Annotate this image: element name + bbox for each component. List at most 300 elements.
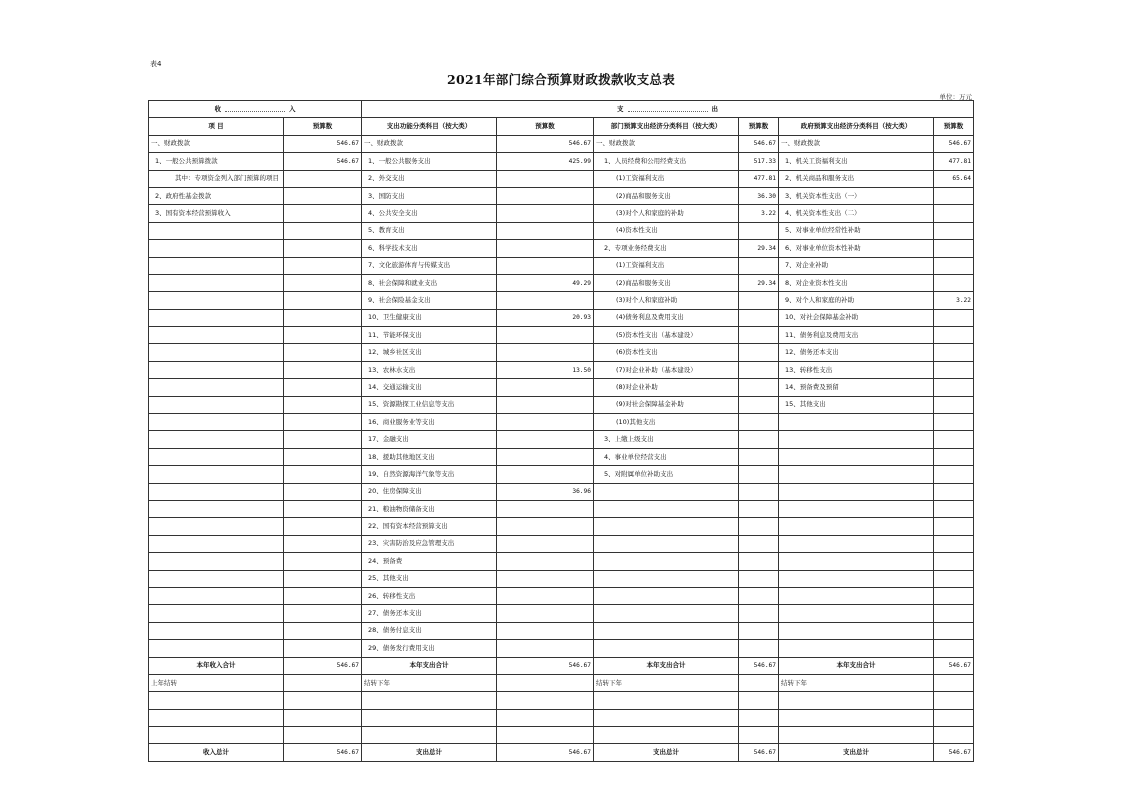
table-row: [149, 257, 974, 274]
item-cell: 1、机关工资福利支出: [779, 153, 934, 170]
amount-cell: [934, 414, 974, 431]
item-cell: 21、粮油物资储备支出: [362, 500, 497, 517]
column-header-row: [149, 118, 974, 135]
table-row: [149, 500, 974, 517]
item-cell: 上年结转: [149, 674, 284, 691]
item-cell: 5、对附属单位补助支出: [594, 466, 739, 483]
amount-cell: [497, 622, 594, 639]
amount-cell: [934, 257, 974, 274]
col-header-dept-econ: 部门预算支出经济分类科目（按大类）: [594, 118, 739, 135]
item-cell: (1)工资福利支出: [594, 170, 739, 187]
amount-cell: [284, 396, 362, 413]
amount-cell: [497, 292, 594, 309]
amount-cell: [497, 222, 594, 239]
amount-cell: [497, 344, 594, 361]
item-cell: 3、机关资本性支出（一）: [779, 187, 934, 204]
table-row: [149, 153, 974, 170]
amount-cell: [284, 309, 362, 326]
item-cell: 1、人员经费和公用经费支出: [594, 153, 739, 170]
amount-cell: [739, 535, 779, 552]
amount-cell: [284, 257, 362, 274]
item-cell: (4)债务利息及费用支出: [594, 309, 739, 326]
empty-cell: [149, 709, 284, 726]
table-row: [149, 205, 974, 222]
item-cell: 一、财政拨款: [594, 135, 739, 152]
amount-cell: [284, 431, 362, 448]
amount-cell: [284, 327, 362, 344]
item-cell: [779, 535, 934, 552]
item-cell: [149, 257, 284, 274]
item-cell: [594, 622, 739, 639]
item-cell: (3)对个人和家庭的补助: [594, 205, 739, 222]
amount-cell: 49.29: [497, 274, 594, 291]
item-cell: [779, 605, 934, 622]
item-cell: 11、债务利息及费用支出: [779, 327, 934, 344]
item-cell: 结转下年: [362, 674, 497, 691]
col-header-amount: 预算数: [497, 118, 594, 135]
item-cell: 12、城乡社区支出: [362, 344, 497, 361]
amount-cell: 546.67: [934, 744, 974, 761]
amount-cell: [739, 309, 779, 326]
item-cell: 4、事业单位经营支出: [594, 448, 739, 465]
amount-cell: 546.67: [284, 744, 362, 761]
item-cell: 20、住房保障支出: [362, 483, 497, 500]
item-cell: [149, 640, 284, 657]
item-cell: [149, 379, 284, 396]
amount-cell: [284, 466, 362, 483]
item-cell: 4、公共安全支出: [362, 205, 497, 222]
item-cell: 10、对社会保障基金补助: [779, 309, 934, 326]
item-cell: [779, 553, 934, 570]
amount-cell: [739, 327, 779, 344]
amount-cell: [497, 500, 594, 517]
amount-cell: [497, 553, 594, 570]
item-cell: 12、债务还本支出: [779, 344, 934, 361]
amount-cell: [497, 396, 594, 413]
amount-cell: [739, 466, 779, 483]
item-cell: [779, 622, 934, 639]
amount-cell: 477.81: [739, 170, 779, 187]
amount-cell: 517.33: [739, 153, 779, 170]
amount-cell: [739, 483, 779, 500]
item-cell: [149, 518, 284, 535]
table-row: [149, 622, 974, 639]
amount-cell: [934, 205, 974, 222]
item-cell: [149, 587, 284, 604]
col-header-item: 项 目: [149, 118, 284, 135]
empty-cell: [594, 692, 739, 709]
amount-cell: 13.50: [497, 361, 594, 378]
item-cell: [779, 640, 934, 657]
grand-total-row: [149, 744, 974, 761]
amount-cell: [497, 205, 594, 222]
amount-cell: [284, 640, 362, 657]
item-cell: 7、文化旅游体育与传媒支出: [362, 257, 497, 274]
amount-cell: [497, 570, 594, 587]
item-cell: 6、对事业单位资本性补助: [779, 240, 934, 257]
amount-cell: [497, 257, 594, 274]
item-cell: 一、财政拨款: [149, 135, 284, 152]
empty-cell: [739, 727, 779, 744]
item-cell: 2、外交支出: [362, 170, 497, 187]
table-row: [149, 483, 974, 500]
empty-cell: [934, 709, 974, 726]
table-row: [149, 379, 974, 396]
item-cell: [779, 431, 934, 448]
item-cell: 结转下年: [594, 674, 739, 691]
empty-cell: [284, 709, 362, 726]
item-cell: 1、一般公共预算拨款: [149, 153, 284, 170]
item-cell: (2)商品和服务支出: [594, 274, 739, 291]
item-cell: (7)对企业补助（基本建设）: [594, 361, 739, 378]
item-cell: 本年支出合计: [362, 657, 497, 674]
item-cell: 本年支出合计: [594, 657, 739, 674]
amount-cell: [284, 622, 362, 639]
amount-cell: [497, 518, 594, 535]
item-cell: [594, 483, 739, 500]
item-cell: 本年收入合计: [149, 657, 284, 674]
amount-cell: [284, 500, 362, 517]
amount-cell: [284, 274, 362, 291]
item-cell: [149, 414, 284, 431]
table-row: [149, 135, 974, 152]
income-section-header: 收 入: [149, 101, 362, 118]
amount-cell: [739, 448, 779, 465]
item-cell: 11、节能环保支出: [362, 327, 497, 344]
item-cell: [149, 553, 284, 570]
empty-cell: [497, 692, 594, 709]
item-cell: 2、机关商品和服务支出: [779, 170, 934, 187]
amount-cell: 546.67: [739, 135, 779, 152]
amount-cell: [284, 361, 362, 378]
amount-cell: [284, 344, 362, 361]
amount-cell: [739, 431, 779, 448]
empty-cell: [779, 692, 934, 709]
amount-cell: [284, 553, 362, 570]
amount-cell: [497, 431, 594, 448]
table-row: [149, 240, 974, 257]
table-row: [149, 431, 974, 448]
amount-cell: 36.96: [497, 483, 594, 500]
amount-cell: [284, 292, 362, 309]
table-row: [149, 640, 974, 657]
amount-cell: [497, 240, 594, 257]
empty-cell: [149, 692, 284, 709]
amount-cell: [497, 327, 594, 344]
amount-cell: [934, 674, 974, 691]
table-row: [149, 605, 974, 622]
item-cell: [779, 483, 934, 500]
item-cell: 结转下年: [779, 674, 934, 691]
empty-cell: [779, 709, 934, 726]
empty-cell: [362, 692, 497, 709]
item-cell: (8)对企业补助: [594, 379, 739, 396]
empty-cell: [284, 692, 362, 709]
amount-cell: 36.30: [739, 187, 779, 204]
item-cell: 17、金融支出: [362, 431, 497, 448]
amount-cell: [934, 622, 974, 639]
subtotal-row: [149, 657, 974, 674]
item-cell: [779, 500, 934, 517]
amount-cell: [739, 361, 779, 378]
page-title: 2021年部门综合预算财政拨款收支总表: [447, 72, 675, 87]
amount-cell: [284, 605, 362, 622]
item-cell: (3)对个人和家庭补助: [594, 292, 739, 309]
item-cell: 5、对事业单位经常性补助: [779, 222, 934, 239]
col-header-amount: 预算数: [739, 118, 779, 135]
item-cell: 2、专项业务经费支出: [594, 240, 739, 257]
item-cell: [779, 570, 934, 587]
item-cell: 29、债务发行费用支出: [362, 640, 497, 657]
amount-cell: [284, 240, 362, 257]
item-cell: (5)资本性支出（基本建设）: [594, 327, 739, 344]
item-cell: 2、政府性基金拨款: [149, 187, 284, 204]
amount-cell: 546.67: [497, 744, 594, 761]
amount-cell: 546.67: [934, 657, 974, 674]
amount-cell: [934, 535, 974, 552]
amount-cell: [497, 605, 594, 622]
amount-cell: [934, 587, 974, 604]
item-cell: 支出总计: [594, 744, 739, 761]
item-cell: [779, 448, 934, 465]
table-row: [149, 587, 974, 604]
item-cell: [149, 396, 284, 413]
blank-row: [149, 709, 974, 726]
amount-cell: [934, 553, 974, 570]
item-cell: [149, 274, 284, 291]
item-cell: [149, 431, 284, 448]
item-cell: 4、机关资本性支出（二）: [779, 205, 934, 222]
amount-cell: [739, 500, 779, 517]
item-cell: 14、交通运输支出: [362, 379, 497, 396]
item-cell: [149, 535, 284, 552]
item-cell: 7、对企业补助: [779, 257, 934, 274]
item-cell: 6、科学技术支出: [362, 240, 497, 257]
item-cell: [779, 466, 934, 483]
amount-cell: [497, 535, 594, 552]
amount-cell: [284, 187, 362, 204]
amount-cell: 546.67: [284, 135, 362, 152]
item-cell: [594, 518, 739, 535]
item-cell: 支出总计: [362, 744, 497, 761]
expense-section-header: 支 出: [362, 101, 974, 118]
item-cell: 26、转移性支出: [362, 587, 497, 604]
item-cell: [149, 327, 284, 344]
amount-cell: [934, 466, 974, 483]
item-cell: 其中：专项资金列入部门预算的项目: [149, 170, 284, 187]
amount-cell: [497, 587, 594, 604]
table-row: [149, 292, 974, 309]
item-cell: [594, 535, 739, 552]
amount-cell: [739, 414, 779, 431]
item-cell: 1、一般公共服务支出: [362, 153, 497, 170]
table-row: [149, 309, 974, 326]
amount-cell: [739, 622, 779, 639]
amount-cell: [497, 640, 594, 657]
amount-cell: [284, 379, 362, 396]
amount-cell: 546.67: [284, 153, 362, 170]
table-row: [149, 570, 974, 587]
empty-cell: [779, 727, 934, 744]
amount-cell: 29.34: [739, 240, 779, 257]
amount-cell: [739, 222, 779, 239]
item-cell: 24、预备费: [362, 553, 497, 570]
item-cell: 27、债务还本支出: [362, 605, 497, 622]
item-cell: 22、国有资本经营预算支出: [362, 518, 497, 535]
amount-cell: 477.81: [934, 153, 974, 170]
amount-cell: [284, 535, 362, 552]
empty-cell: [284, 727, 362, 744]
amount-cell: [934, 222, 974, 239]
item-cell: 3、上缴上级支出: [594, 431, 739, 448]
item-cell: 5、教育支出: [362, 222, 497, 239]
amount-cell: 546.67: [739, 744, 779, 761]
item-cell: [149, 500, 284, 517]
item-cell: [149, 466, 284, 483]
amount-cell: [739, 379, 779, 396]
carryover-row: [149, 674, 974, 691]
item-cell: (10)其他支出: [594, 414, 739, 431]
amount-cell: [497, 414, 594, 431]
item-cell: [594, 587, 739, 604]
amount-cell: [934, 570, 974, 587]
item-cell: 3、国防支出: [362, 187, 497, 204]
item-cell: 一、财政拨款: [362, 135, 497, 152]
empty-cell: [739, 709, 779, 726]
amount-cell: [284, 222, 362, 239]
item-cell: [149, 361, 284, 378]
amount-cell: [284, 674, 362, 691]
item-cell: 16、商业服务业等支出: [362, 414, 497, 431]
amount-cell: [934, 431, 974, 448]
amount-cell: [739, 518, 779, 535]
amount-cell: 546.67: [497, 135, 594, 152]
amount-cell: [934, 344, 974, 361]
amount-cell: [934, 448, 974, 465]
amount-cell: [739, 396, 779, 413]
amount-cell: [934, 396, 974, 413]
blank-row: [149, 692, 974, 709]
item-cell: 3、国有资本经营预算收入: [149, 205, 284, 222]
item-cell: 收入总计: [149, 744, 284, 761]
item-cell: [149, 309, 284, 326]
amount-cell: [934, 379, 974, 396]
amount-cell: [739, 344, 779, 361]
amount-cell: [739, 605, 779, 622]
empty-cell: [934, 692, 974, 709]
item-cell: [149, 483, 284, 500]
col-header-func: 支出功能分类科目（按大类）: [362, 118, 497, 135]
amount-cell: [284, 205, 362, 222]
amount-cell: 546.67: [934, 135, 974, 152]
item-cell: 一、财政拨款: [779, 135, 934, 152]
amount-cell: [934, 605, 974, 622]
item-cell: 9、社会保险基金支出: [362, 292, 497, 309]
item-cell: 25、其他支出: [362, 570, 497, 587]
table-row: [149, 187, 974, 204]
amount-cell: [497, 674, 594, 691]
amount-cell: [284, 448, 362, 465]
item-cell: 8、社会保障和就业支出: [362, 274, 497, 291]
table-body: [149, 135, 974, 761]
blank-row: [149, 727, 974, 744]
table-row: [149, 414, 974, 431]
item-cell: [149, 344, 284, 361]
amount-cell: 546.67: [497, 657, 594, 674]
amount-cell: 3.22: [934, 292, 974, 309]
amount-cell: [497, 187, 594, 204]
table-row: [149, 361, 974, 378]
table-row: [149, 344, 974, 361]
item-cell: 9、对个人和家庭的补助: [779, 292, 934, 309]
amount-cell: [934, 309, 974, 326]
amount-cell: [739, 553, 779, 570]
item-cell: [149, 448, 284, 465]
amount-cell: [934, 518, 974, 535]
amount-cell: [497, 170, 594, 187]
table-row: [149, 170, 974, 187]
table-row: [149, 518, 974, 535]
item-cell: 23、灾害防治及应急管理支出: [362, 535, 497, 552]
item-cell: 14、预备费及预留: [779, 379, 934, 396]
item-cell: [779, 518, 934, 535]
item-cell: 15、资源勘探工业信息等支出: [362, 396, 497, 413]
item-cell: (4)资本性支出: [594, 222, 739, 239]
item-cell: [149, 222, 284, 239]
item-cell: (1)工资福利支出: [594, 257, 739, 274]
amount-cell: [739, 292, 779, 309]
amount-cell: [934, 187, 974, 204]
amount-cell: [739, 674, 779, 691]
item-cell: [779, 414, 934, 431]
amount-cell: [497, 466, 594, 483]
empty-cell: [362, 709, 497, 726]
amount-cell: 20.93: [497, 309, 594, 326]
item-cell: 本年支出合计: [779, 657, 934, 674]
amount-cell: 3.22: [739, 205, 779, 222]
item-cell: [594, 553, 739, 570]
table-row: [149, 448, 974, 465]
empty-cell: [739, 692, 779, 709]
amount-cell: [284, 483, 362, 500]
unit-label: 单位：万元: [939, 93, 972, 101]
amount-cell: [739, 587, 779, 604]
amount-cell: [284, 170, 362, 187]
amount-cell: [934, 274, 974, 291]
empty-cell: [594, 727, 739, 744]
amount-cell: 425.99: [497, 153, 594, 170]
amount-cell: [934, 327, 974, 344]
item-cell: 15、其他支出: [779, 396, 934, 413]
item-cell: (2)商品和服务支出: [594, 187, 739, 204]
amount-cell: [934, 500, 974, 517]
item-cell: [149, 292, 284, 309]
item-cell: 28、债务付息支出: [362, 622, 497, 639]
item-cell: [594, 500, 739, 517]
table-row: [149, 535, 974, 552]
table-row: [149, 466, 974, 483]
table-row: [149, 396, 974, 413]
item-cell: (6)资本性支出: [594, 344, 739, 361]
item-cell: 支出总计: [779, 744, 934, 761]
item-cell: 19、自然资源海洋气象等支出: [362, 466, 497, 483]
table-number: 表4: [150, 60, 162, 68]
empty-cell: [362, 727, 497, 744]
amount-cell: [739, 570, 779, 587]
item-cell: [149, 240, 284, 257]
item-cell: [594, 605, 739, 622]
budget-table: [148, 100, 974, 762]
